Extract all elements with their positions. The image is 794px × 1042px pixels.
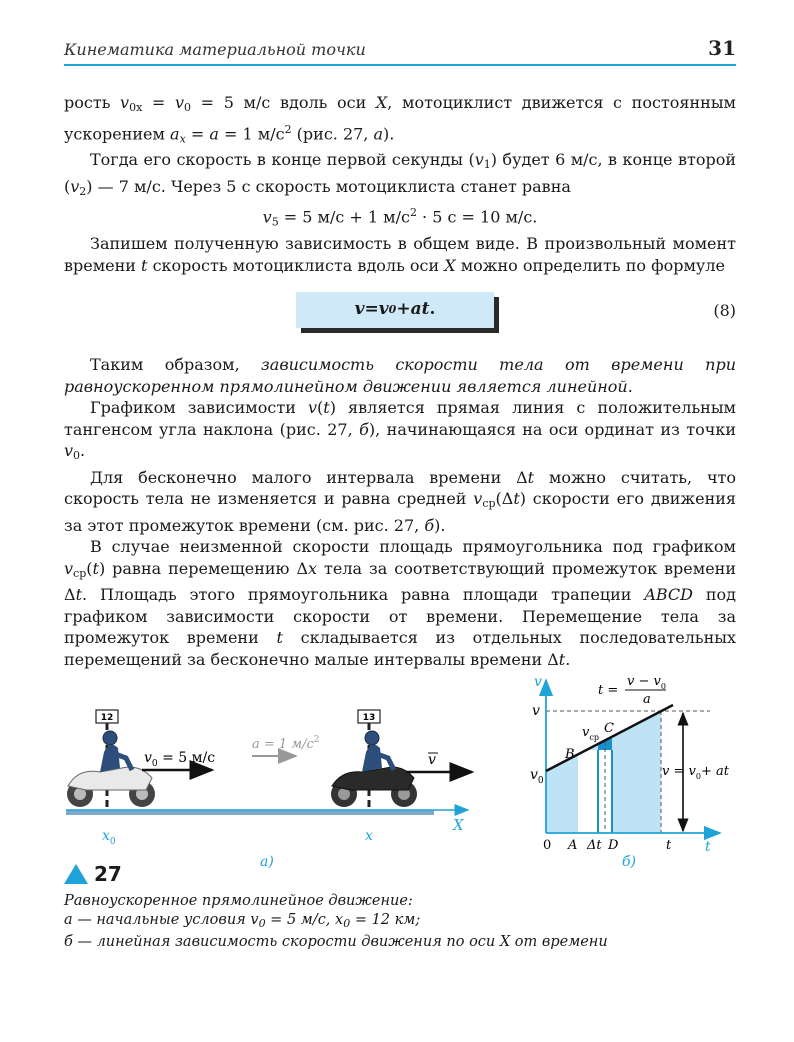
figure-b: [530, 674, 730, 870]
motorcycle-1: [67, 731, 155, 807]
svg-text:v0 = 5 м/с: $v_0 = 5$ м/с: [144, 750, 216, 769]
svg-text:12: 12: [100, 713, 114, 723]
caption-line-1: Равноускоренное прямолинейное движение:: [64, 893, 413, 909]
svg-text:a = 1 м/с2: a = 1 $м/с^2$: [252, 735, 320, 752]
label-vcp: $v_{ср}$: [582, 725, 599, 742]
paragraph-3: Запишем полученную зависимость в общем виде. В произвольный момент времени t скорость мотоциклиста вдоль оси X можно определить по формуле: [64, 234, 736, 275]
axis-x-label: X: [453, 816, 464, 834]
caption-line-3: б — линейная зависимость скорости движения по оси X от времени: [64, 934, 608, 950]
label-v-eq: $v = v_0+$ at: [662, 764, 729, 781]
chapter-title: Кинематика материальной точки: [64, 40, 366, 59]
paragraph-1: рость $v_{0x} = v_0 = 5$ м/с вдоль оси X, мотоциклист движется с постоянным ускорением $a_x = a = 1$ $м/с^2$ (рис. 27, а).: [64, 93, 737, 145]
label-t: t: [666, 838, 672, 853]
formula-8-block: [64, 284, 736, 344]
area-under-graph-right: [612, 711, 661, 833]
triangle-icon: [64, 864, 88, 884]
v-vector: [406, 752, 472, 772]
paragraph-7: В случае неизменной скорости площадь прямоугольника под графиком $v_{ср}(t)$ равна перемещению Δx тела за соответствующий промежуток времени Δt. Площадь этого прямоугольника равна площади трапеции ABCD под графиком зависимости скорости от времени. Перемещение тела за промежуток времени t складывается из отдельных последовательных перемещений за бесконечно малые интервалы времени Δt.: [64, 537, 737, 669]
caption-b: б): [622, 854, 637, 870]
label-v: v: [532, 703, 540, 719]
svg-text:v: v: [428, 752, 436, 768]
axis-v-label: v: [534, 674, 542, 690]
formula-number: (8): [713, 301, 736, 321]
paragraph-4: Таким образом, зависимость скорости тела от времени при равноускоренном прямолинейном движении является линейной.: [64, 355, 736, 396]
figure-number: [64, 862, 122, 886]
label-D: D: [608, 838, 619, 853]
t-formula: [598, 674, 666, 707]
label-v0: $v_0$: [530, 767, 544, 786]
svg-text:t =: t =: [598, 683, 619, 698]
main-text: [64, 92, 736, 670]
formula-v5: $v_5 = 5$ м/с + 1 $м/с^2 \cdot 5$ с = 10 м/с.: [262, 206, 538, 229]
figure-caption: [64, 892, 744, 952]
rect-ABCD-white: [578, 750, 612, 833]
motorcycle-2: [331, 731, 417, 807]
acceleration-label: [252, 735, 319, 756]
label-dt: Δt: [587, 838, 602, 853]
label-B: B: [565, 747, 575, 762]
paragraph-6: Для бесконечно малого интервала времени Δt можно считать, что скорость тела не изменяется и равна средней $v_{ср}(\Delta t)$ скорости его движения за этот промежуток времени (см. рис. 27, б).: [64, 467, 737, 535]
v0-vector: [142, 750, 215, 770]
paragraph-2: Тогда его скорость в конце первой секунды $(v_1)$ будет 6 м/с, в конце второй $(v_2)$ — 7 м/с. Через 5 с скорость мотоциклиста станет равна: [64, 150, 736, 198]
svg-text:a: a: [643, 692, 651, 707]
page-number: 31: [708, 36, 736, 60]
figure-27: [60, 668, 740, 878]
svg-text:v − v0: $v - v_0$: [627, 674, 666, 691]
x-label: x: [365, 828, 373, 844]
svg-text:13: 13: [362, 713, 376, 723]
formula-box: v = v 0 + at .: [296, 292, 494, 328]
caption-line-2: а — начальные условия $v_0 = 5$ м/с, $x_0 = 12$ км;: [64, 912, 421, 930]
paragraph-5: Графиком зависимости v(t) является прямая линия с положительным тангенсом угла наклона (рис. 27, б), начинающаяся на оси ординат из точки $v_0$.: [64, 398, 736, 463]
figure-a: [66, 710, 472, 870]
axis-t-label: t: [705, 839, 711, 855]
x0-label: $x_0$: [102, 828, 116, 847]
caption-a: а): [260, 854, 274, 870]
label-A: A: [568, 838, 578, 853]
figure-number-text: 27: [94, 862, 122, 886]
label-C: C: [604, 721, 614, 736]
label-0: 0: [543, 838, 552, 853]
page-header: [64, 34, 736, 66]
